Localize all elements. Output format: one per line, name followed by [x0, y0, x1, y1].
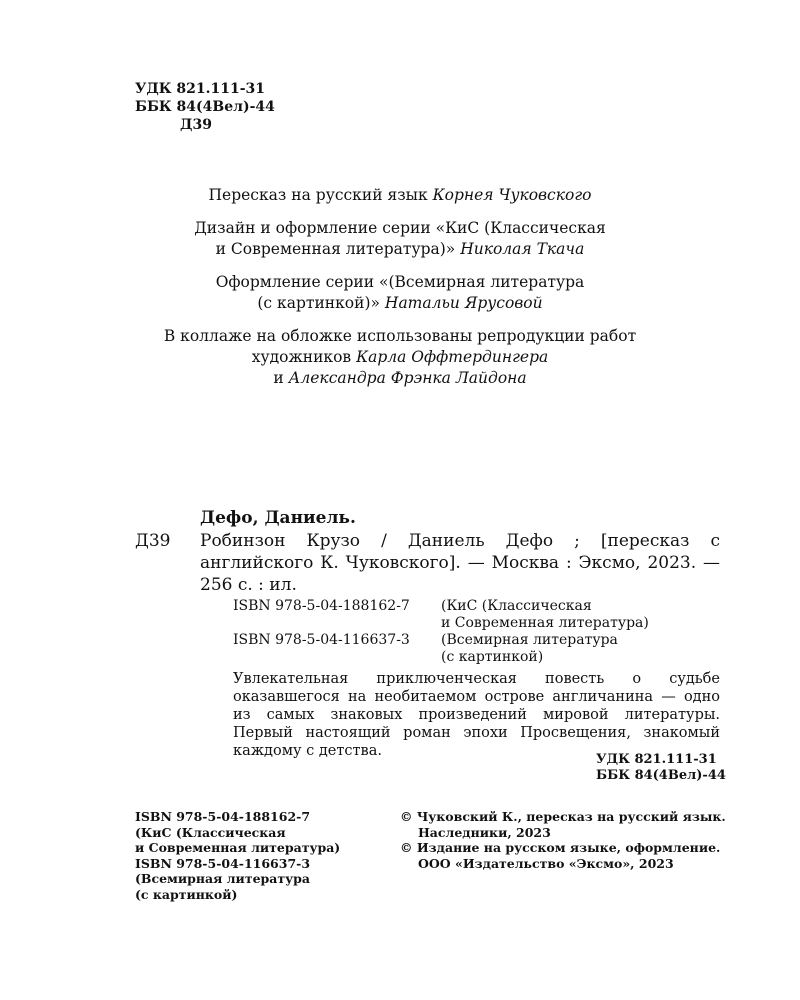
bbk-code: ББК 84(4Вел)-44 — [596, 768, 726, 783]
udk-code: УДК 821.111-31 — [596, 752, 717, 767]
design-credit: Дизайн и оформление серии «КиС (Классическая и Современная литература)» Николая Ткача — [194, 219, 606, 258]
classification-codes — [135, 80, 275, 134]
series-designer-name: Натальи Ярусовой — [384, 294, 543, 312]
catalog-description: Робинзон Крузо / Даниель Дефо ; [пересказ с английского К. Чуковского]. — Москва : Эксмо, 2023. — 256 с. : ил. — [200, 531, 720, 595]
isbn-list — [233, 598, 649, 666]
copyright-notice: © Чуковский К., пересказ на русский язык. Наследники, 2023 © Издание на русском языке, оформление. ООО «Издательство «Эксмо», 2023 — [400, 809, 726, 871]
author-mark: Д39 — [180, 117, 212, 133]
collage-credit: В коллаже на обложке использованы репродукции работ художников Карла Оффтердингера и Александра Фрэнка Лайдона — [163, 327, 637, 387]
catalog-codes-right — [596, 752, 726, 784]
bbk-code: ББК 84(4Вел)-44 — [135, 99, 275, 115]
isbn-entry: ISBN 978-5-04-116637-3 (Всемирная литература (с картинкой) — [233, 632, 618, 665]
isbn-entry: ISBN 978-5-04-188162-7 (КиС (Классическая и Современная литература) — [233, 598, 649, 631]
catalog-code: Д39 — [135, 531, 171, 551]
footer-isbn: ISBN 978-5-04-188162-7 (КиС (Классическая и Современная литература) ISBN 978-5-04-116637-3 (Всемирная литература (с картинкой) — [135, 809, 341, 902]
artist-name-2: Александра Фрэнка Лайдона — [288, 369, 527, 387]
annotation: Увлекательная приключенческая повесть о судьбе оказавшегося на необитаемом острове англичанина — одно из самых знаковых произведений мировой литературы. Первый настоящий роман эпохи Просвещения, знакомый каждому с детства. — [233, 671, 720, 759]
credits-block — [100, 185, 700, 401]
series-credit: Оформление серии «(Всемирная литература (с картинкой)» Натальи Ярусовой — [215, 273, 585, 312]
translator-name: Корнея Чуковского — [432, 186, 592, 204]
designer-name: Николая Ткача — [460, 240, 585, 258]
artist-name-1: Карла Оффтердингера — [356, 348, 549, 366]
udk-code: УДК 821.111-31 — [135, 81, 266, 97]
translation-credit: Пересказ на русский язык Корнея Чуковского — [208, 186, 592, 204]
catalog-author: Дефо, Даниель. — [200, 508, 356, 528]
